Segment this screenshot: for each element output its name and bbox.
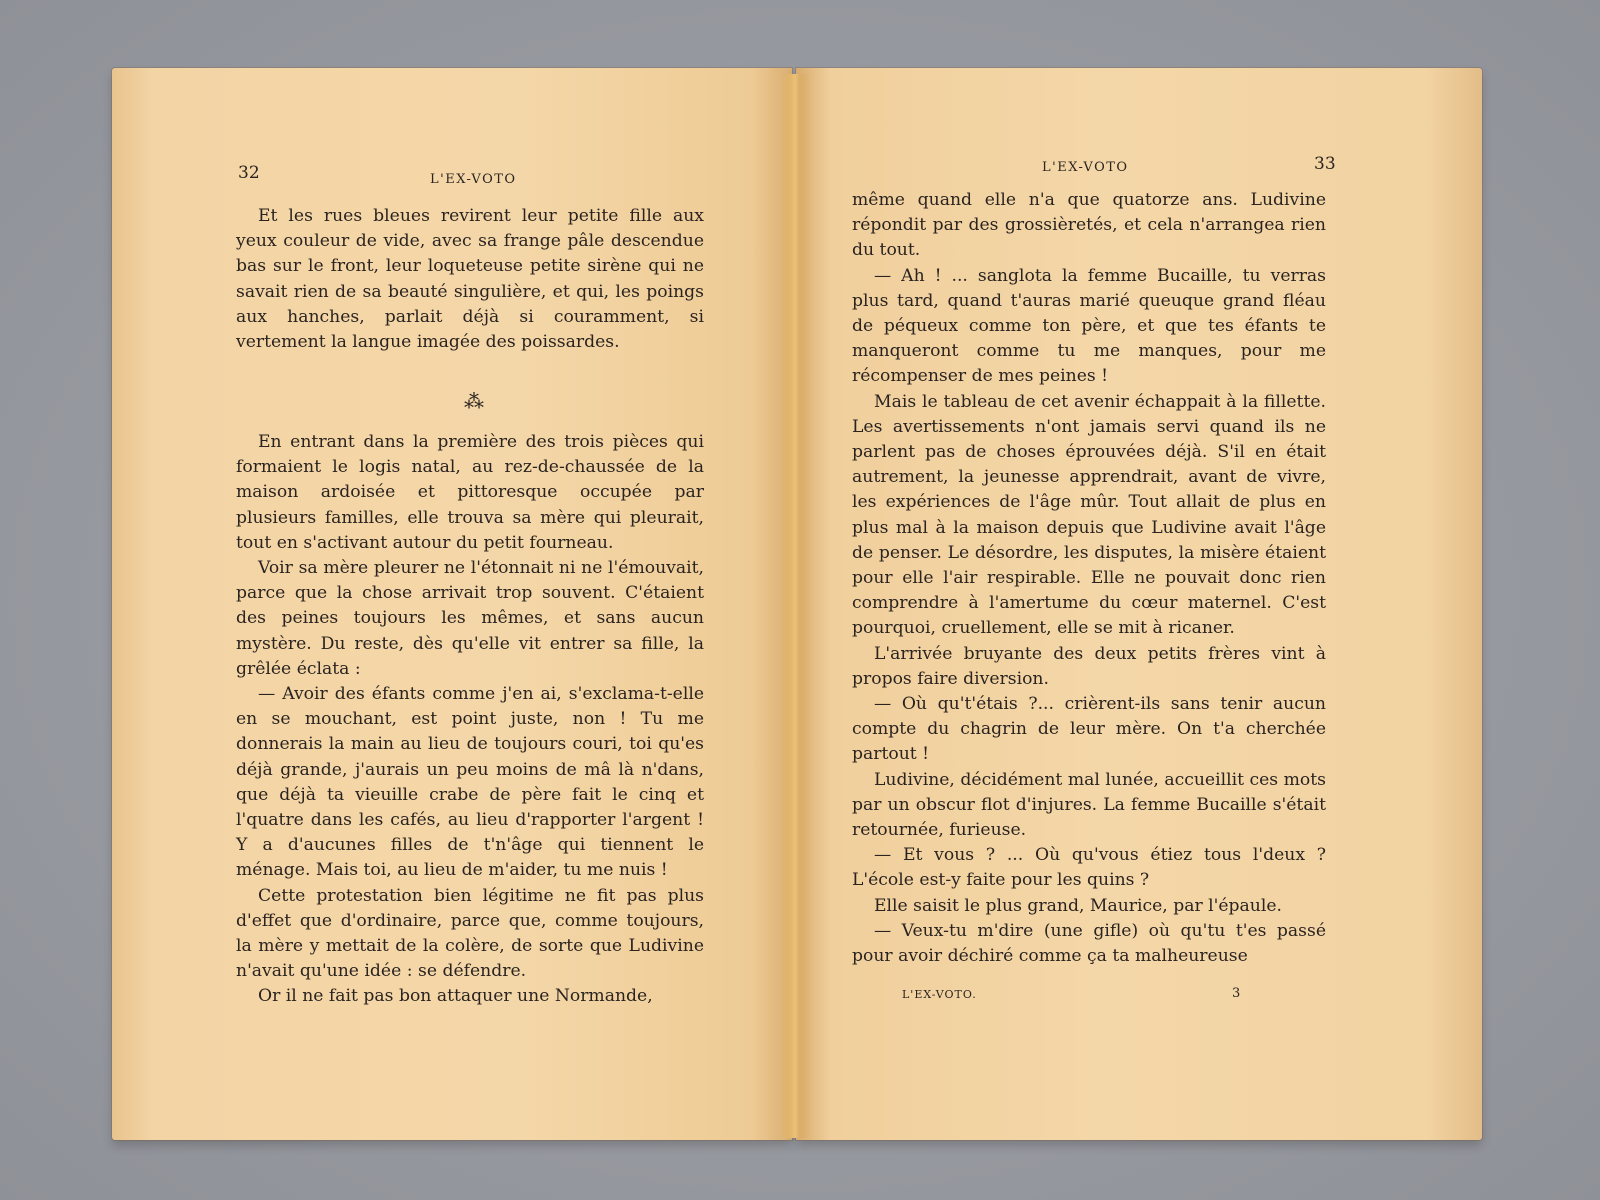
signature-number: 3 bbox=[1232, 986, 1242, 1001]
paragraph: — Où qu't'étais ?... crièrent-ils sans tenir aucun compte du chagrin de leur mère. On t'a cherchée partout ! bbox=[852, 694, 1326, 765]
paragraph: même quand elle n'a que quatorze ans. Ludivine répondit par des grossièretés, et cela n'arrangea rien du tout. bbox=[852, 190, 1326, 261]
left-page-number: 32 bbox=[238, 163, 260, 183]
paragraph: Mais le tableau de cet avenir échappait à la fillette. Les avertissements n'ont jamais servi quand ils ne parlent pas de choses éprouvées déjà. S'il en était autrement, la jeunesse apprendrait, avant de vivre, les expériences de l'âge mûr. Tout allait de plus en plus mal à la maison depuis que Ludivine avait l'âge de penser. Le désordre, les disputes, la misère étaient pour elle l'air respirable. Elle ne pouvait donc rien comprendre à l'amertume du cœur maternel. C'est pourquoi, cruellement, elle se mit à ricaner. bbox=[852, 391, 1326, 639]
paragraph: Et les rues bleues revirent leur petite fille aux yeux couleur de vide, avec sa frange pâle descendue bas sur le front, leur loqueteuse petite sirène qui ne savait rien de sa beauté singulière, et qui, les poings aux hanches, parlait déjà si couramment, si vertement la langue imagée des poissardes. bbox=[236, 206, 704, 353]
paragraph: — Avoir des éfants comme j'en ai, s'exclama-t-elle en se mouchant, est point juste, non ! Tu me donnerais la main au lieu de toujours couri, toi qu'es déjà grande, j'aurais un peu moins de mâ là n'dans, que déjà ta vieuille crabe de père fait le cinq et l'quatre dans les cafés, au lieu d'rapporter l'argent ! Y a d'aucunes filles de t'n'âge qui tiennent le ménage. Mais toi, au lieu de m'aider, tu me nuis ! bbox=[236, 684, 704, 881]
signature-title: L'EX-VOTO. bbox=[902, 988, 977, 1001]
paragraph: En entrant dans la première des trois pièces qui formaient le logis natal, au rez-de-chaussée de la maison ardoisée et pittoresque occupée par plusieurs familles, elle trouva sa mère qui pleurait, tout en s'activant autour du petit fourneau. bbox=[236, 432, 704, 553]
asterism-glyph: ⁂ bbox=[464, 389, 484, 413]
paragraph: L'arrivée bruyante des deux petits frères vint à propos faire diversion. bbox=[852, 643, 1326, 689]
paragraph: Or il ne fait pas bon attaquer une Normande, bbox=[258, 986, 653, 1007]
right-page-number: 33 bbox=[1314, 154, 1336, 174]
paragraph: Ludivine, décidément mal lunée, accueillit ces mots par un obscur flot d'injures. La femme Bucaille s'était retournée, furieuse. bbox=[852, 769, 1326, 841]
paragraph: — Ah ! ... sanglota la femme Bucaille, tu verras plus tard, quand t'auras marié queuque grand fléau de péqueux comme ton père, et que tes éfants te manqueront comme tu me manques, pour me récompenser de mes peines ! bbox=[852, 265, 1326, 387]
right-text bbox=[852, 188, 1326, 969]
left-text-top bbox=[236, 204, 704, 355]
paragraph: Voir sa mère pleurer ne l'étonnait ni ne l'émouvait, parce que la chose arrivait trop souvent. C'étaient des peines toujours les mêmes, et sans aucun mystère. Du reste, dès qu'elle vit entrer sa fille, la grêlée éclata : bbox=[236, 558, 704, 679]
paragraph: Cette protestation bien légitime ne fit pas plus d'effet que d'ordinaire, parce que, comme toujours, la mère y mettait de la colère, de sorte que Ludivine n'avait qu'une idée : se défendre. bbox=[236, 885, 704, 982]
left-running-head: L'EX-VOTO bbox=[430, 172, 517, 187]
paragraph: — Et vous ? ... Où qu'vous étiez tous l'deux ? L'école est-y faite pour les quins ? bbox=[852, 845, 1326, 891]
paragraph: — Veux-tu m'dire (une gifle) où qu'tu t'es passé pour avoir déchiré comme ça ta malheureuse bbox=[852, 920, 1326, 967]
right-page bbox=[796, 68, 1482, 1140]
paragraph: Elle saisit le plus grand, Maurice, par l'épaule. bbox=[874, 895, 1283, 916]
asterism bbox=[454, 390, 494, 412]
right-running-head: L'EX-VOTO bbox=[1042, 160, 1129, 175]
left-text-bottom bbox=[236, 430, 704, 1010]
left-page bbox=[112, 68, 792, 1140]
open-book bbox=[112, 68, 1482, 1140]
book-gutter bbox=[780, 74, 810, 1138]
